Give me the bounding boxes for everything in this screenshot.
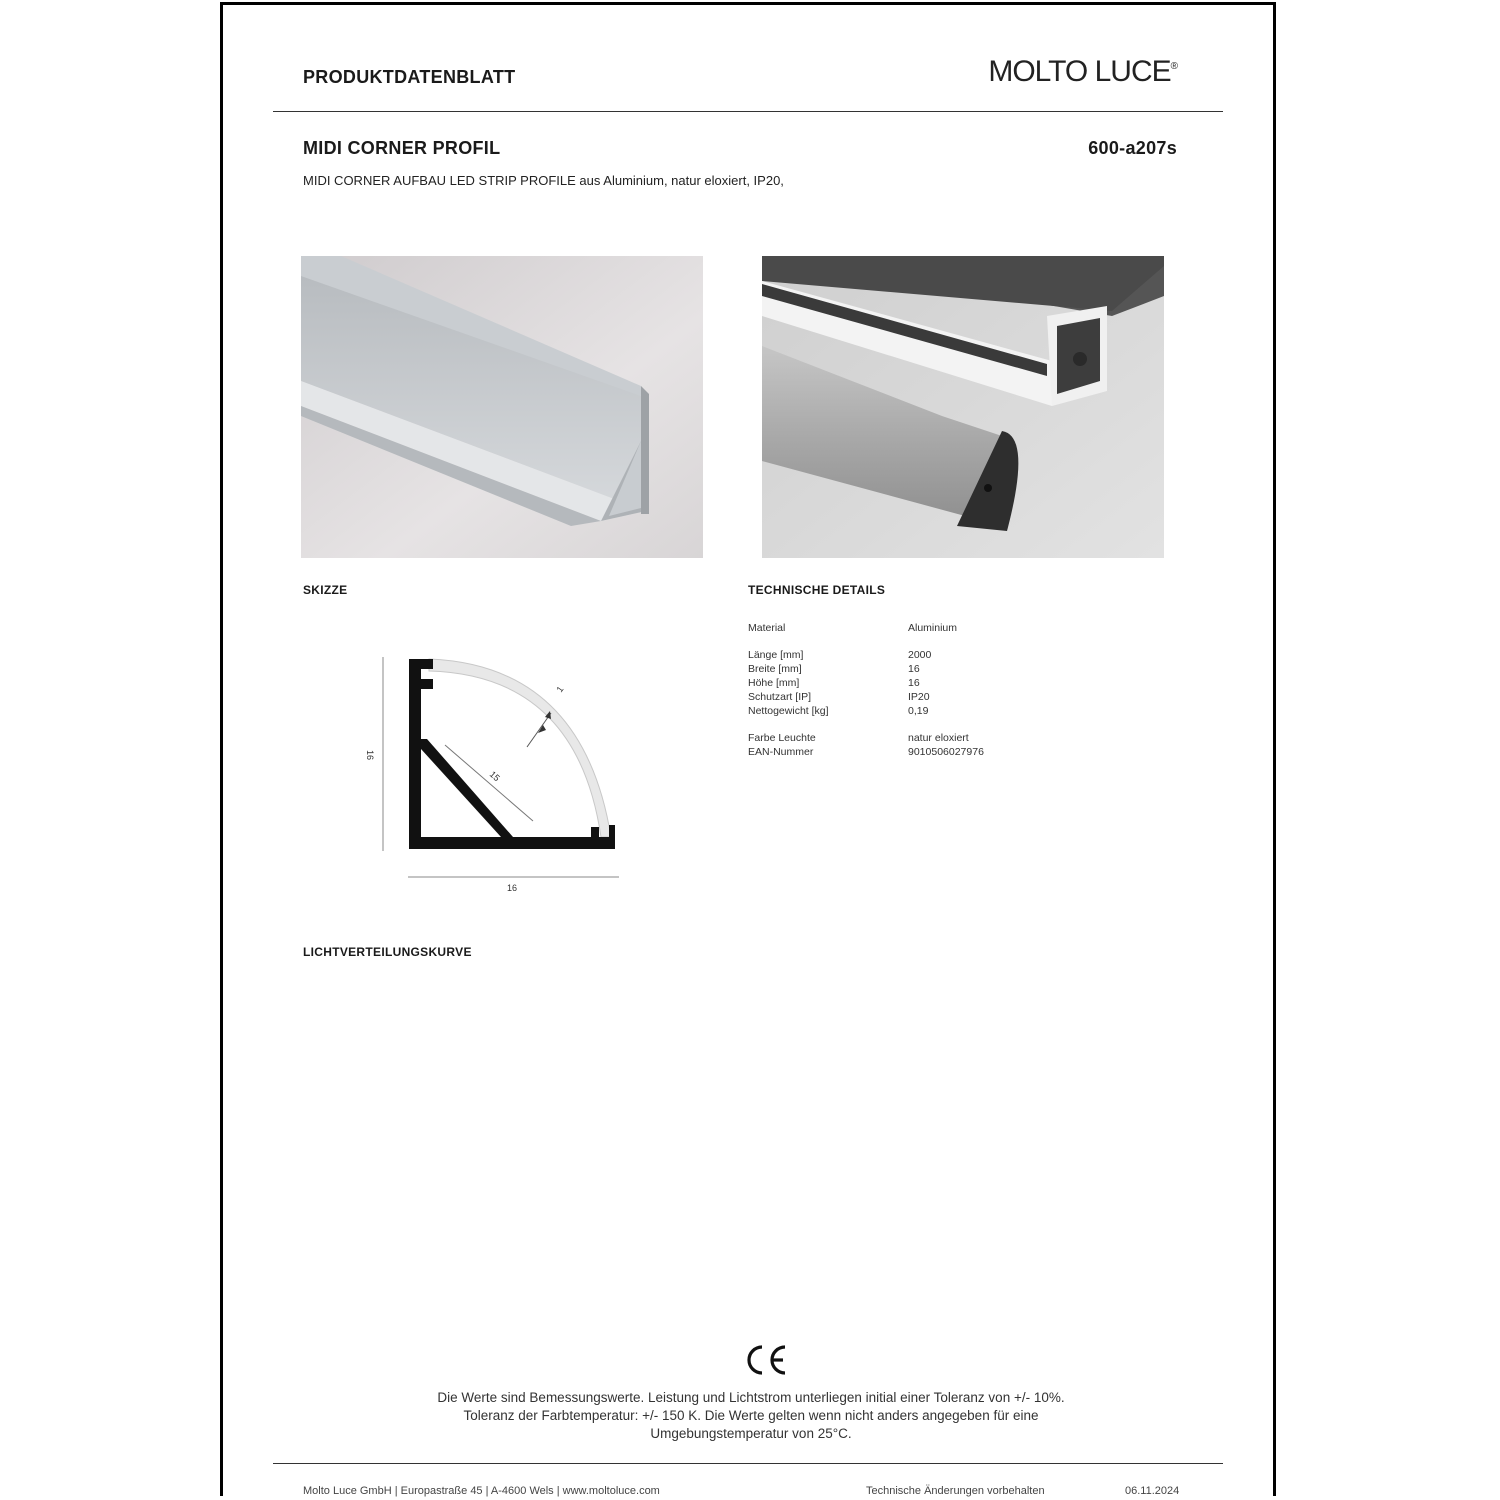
disclaimer-line: Umgebungstemperatur von 25°C.: [650, 1426, 852, 1441]
section-heading-technical: TECHNISCHE DETAILS: [748, 583, 886, 597]
disclaimer-line: Die Werte sind Bemessungswerte. Leistung und Lichtstrom unterliegen initial einer Toleranz von +/- 10%.: [437, 1390, 1065, 1405]
section-heading-sketch: SKIZZE: [303, 583, 348, 597]
dim-diagonal-label: 15: [487, 769, 502, 784]
spec-value: natur eloxiert: [908, 732, 969, 744]
header-divider: [273, 111, 1223, 112]
spec-row-protection: [748, 690, 984, 704]
section-heading-light-distribution: LICHTVERTEILUNGSKURVE: [303, 945, 472, 959]
footer-date: 06.11.2024: [1125, 1485, 1180, 1497]
ce-mark-icon: [745, 1343, 789, 1377]
spec-label: Höhe [mm]: [748, 677, 800, 689]
dim-width-label: 16: [507, 883, 518, 893]
spec-row-height: [748, 676, 984, 690]
spec-value: 9010506027976: [908, 746, 984, 758]
product-name: MIDI CORNER PROFIL: [303, 138, 501, 158]
product-description: MIDI CORNER AUFBAU LED STRIP PROFILE aus Aluminium, natur eloxiert, IP20,: [303, 173, 784, 188]
spec-value: IP20: [908, 691, 930, 703]
footer-divider: [273, 1463, 1223, 1464]
product-photo-diffuser: [762, 256, 1164, 558]
footer-company: Molto Luce GmbH | Europastraße 45 | A-4600 Wels | www.moltoluce.com: [303, 1485, 660, 1497]
spec-label: EAN-Nummer: [748, 746, 814, 758]
spec-row-weight: [748, 704, 984, 718]
profile-cross-section-drawing: [353, 645, 633, 905]
product-photo-profile: [301, 256, 703, 558]
disclaimer-text: [223, 1389, 1279, 1443]
spec-row-length: [748, 648, 984, 662]
spec-label: Farbe Leuchte: [748, 732, 816, 744]
spec-label: Länge [mm]: [748, 649, 804, 661]
article-number: 600-a207s: [1088, 138, 1177, 158]
dim-height-label: 16: [365, 750, 375, 761]
spec-label: Nettogewicht [kg]: [748, 705, 829, 717]
brand-logo: [988, 55, 1177, 89]
spec-value: 0,19: [908, 705, 929, 717]
spec-value: 16: [908, 677, 920, 689]
spec-row-material: [748, 621, 984, 635]
spec-label: Breite [mm]: [748, 663, 802, 675]
spec-value: Aluminium: [908, 622, 958, 634]
footer-notice: Technische Änderungen vorbehalten: [866, 1485, 1045, 1497]
datasheet-page: [220, 2, 1276, 1496]
spec-value: 2000: [908, 649, 932, 661]
brand-name: MOLTO LUCE: [988, 55, 1171, 88]
spec-label: Material: [748, 622, 786, 634]
spec-value: 16: [908, 663, 920, 675]
spec-label: Schutzart [IP]: [748, 691, 812, 703]
document-title: PRODUKTDATENBLATT: [303, 67, 516, 87]
disclaimer-line: Toleranz der Farbtemperatur: +/- 150 K. Die Werte gelten wenn nicht anders angegeben für eine: [463, 1408, 1039, 1423]
spec-row-color: [748, 731, 984, 745]
spec-row-width: [748, 662, 984, 676]
technical-details-table: [748, 621, 984, 759]
spec-row-ean: [748, 745, 984, 759]
registered-mark: ®: [1170, 61, 1177, 72]
dim-thickness-label: 1: [554, 684, 566, 695]
